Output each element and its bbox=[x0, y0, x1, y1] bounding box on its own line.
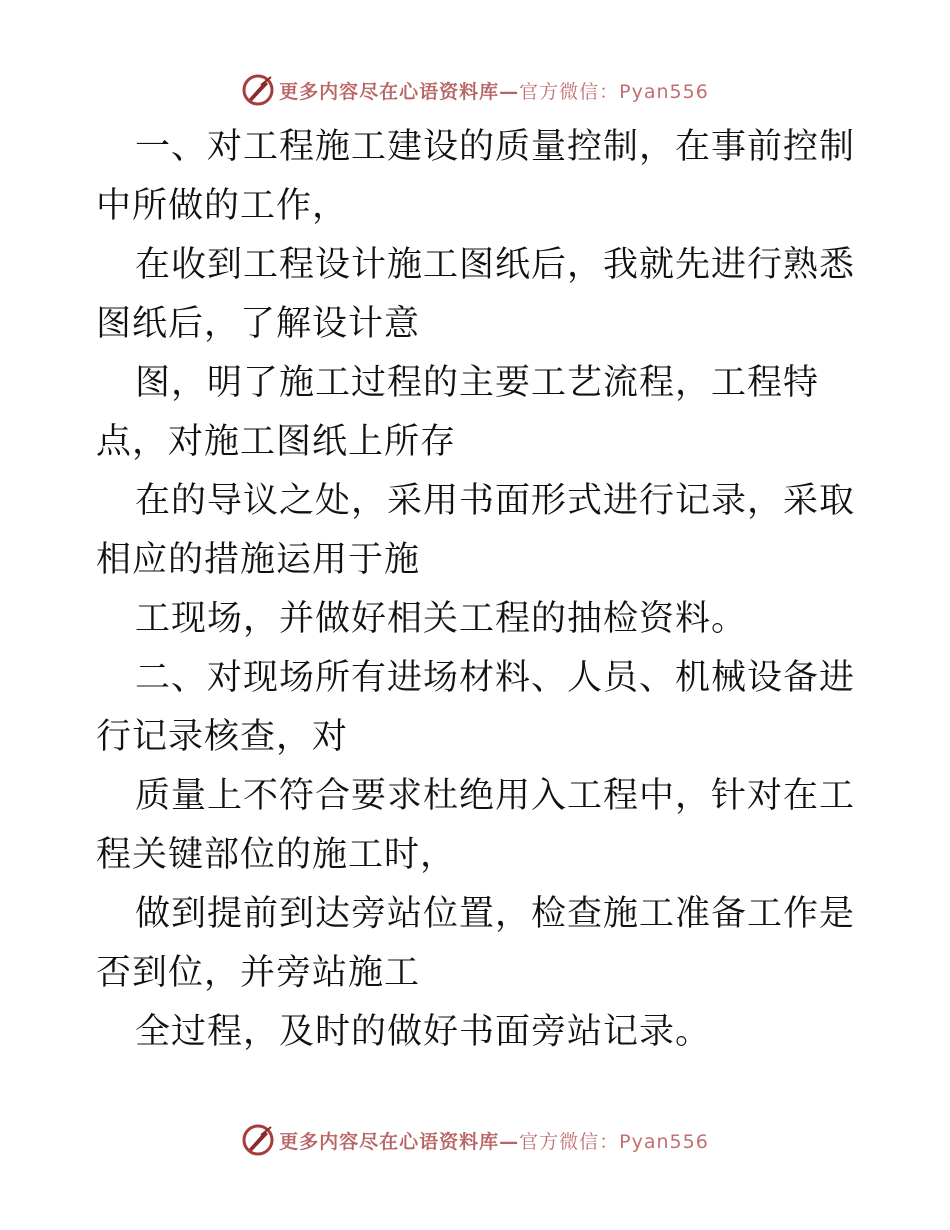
paragraph-4: 在的导议之处，采用书面形式进行记录，采取相应的措施运用于施 bbox=[96, 481, 856, 580]
paragraph-5: 工现场，并做好相关工程的抽检资料。 bbox=[135, 599, 748, 639]
watermark-wechat: 官方微信：Pyan556 bbox=[519, 80, 709, 103]
header-watermark bbox=[0, 70, 950, 110]
watermark-text: 更多内容尽在心语资料库— bbox=[279, 80, 520, 103]
quill-pen-seal-icon bbox=[241, 73, 275, 107]
paragraph-7: 质量上不符合要求杜绝用入工程中，针对在工程关键部位的施工时， bbox=[96, 776, 856, 875]
paragraph-6: 二、对现场所有进场材料、人员、机械设备进行记录核查，对 bbox=[96, 658, 856, 757]
paragraph-3: 图，明了施工过程的主要工艺流程，工程特点，对施工图纸上所存 bbox=[96, 363, 820, 462]
watermark-wechat: 官方微信：Pyan556 bbox=[519, 1130, 709, 1153]
document-body bbox=[96, 118, 856, 1062]
watermark-text: 更多内容尽在心语资料库— bbox=[279, 1130, 520, 1153]
paragraph-9: 全过程，及时的做好书面旁站记录。 bbox=[135, 1012, 712, 1052]
quill-pen-seal-icon bbox=[241, 1123, 275, 1157]
paragraph-8: 做到提前到达旁站位置，检查施工准备工作是否到位，并旁站施工 bbox=[96, 894, 856, 993]
paragraph-2: 在收到工程设计施工图纸后，我就先进行熟悉图纸后，了解设计意 bbox=[96, 245, 856, 344]
paragraph-1: 一、对工程施工建设的质量控制，在事前控制中所做的工作， bbox=[96, 127, 856, 226]
footer-watermark bbox=[0, 1120, 950, 1160]
